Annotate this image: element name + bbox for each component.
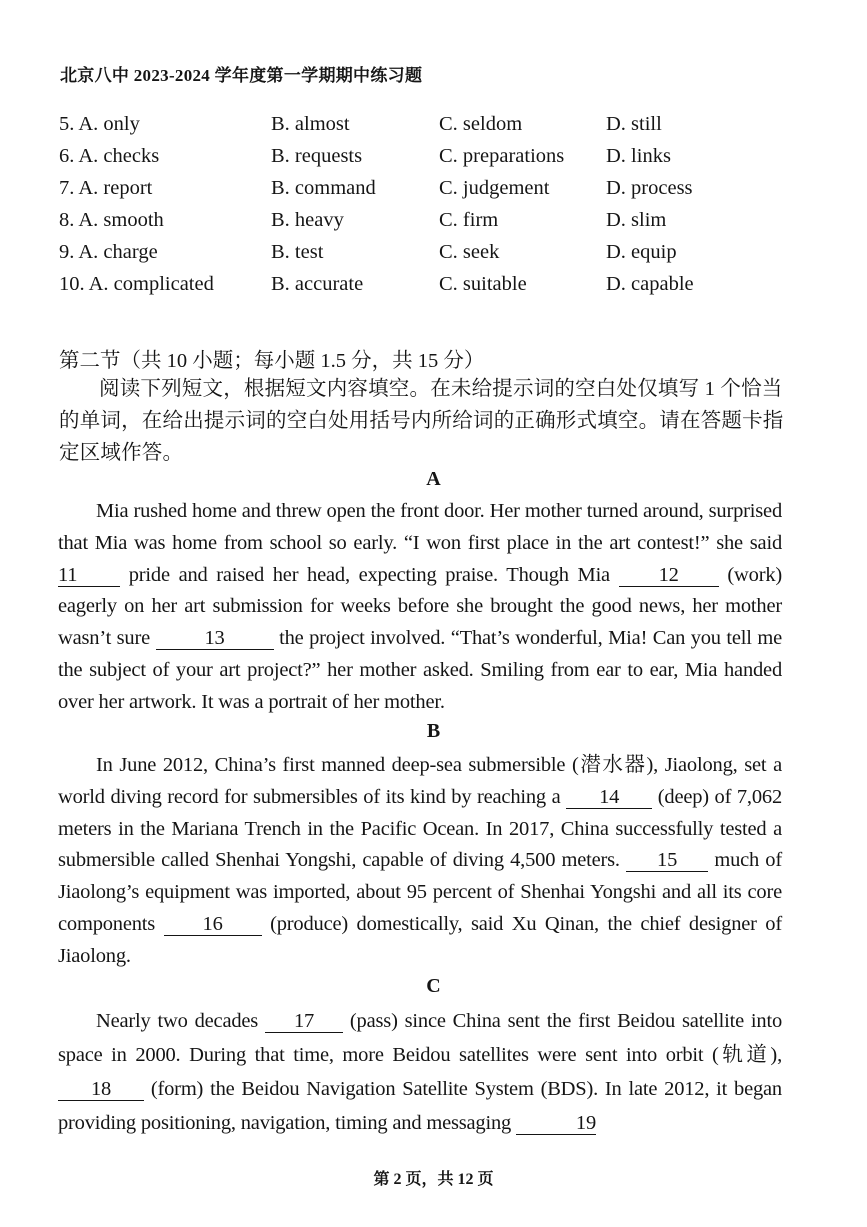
option-c: C. judgement bbox=[439, 177, 550, 199]
option-c: C. suitable bbox=[439, 273, 527, 295]
option-row bbox=[59, 145, 819, 177]
passage-a-label: A bbox=[426, 468, 441, 490]
blank-15[interactable]: 15 bbox=[626, 849, 708, 872]
option-c: C. seldom bbox=[439, 113, 523, 135]
option-b: B. accurate bbox=[271, 273, 364, 295]
option-d: D. still bbox=[606, 113, 662, 135]
option-d: D. links bbox=[606, 145, 671, 167]
options-table bbox=[59, 113, 819, 305]
option-a: 9. A. charge bbox=[59, 241, 158, 263]
option-row bbox=[59, 241, 819, 273]
option-d: D. slim bbox=[606, 209, 667, 231]
blank-11[interactable]: 11 bbox=[58, 564, 120, 587]
option-a: 6. A. checks bbox=[59, 145, 160, 167]
option-row bbox=[59, 209, 819, 241]
passage-text: (deep) of 7,062 meters in the Mariana Trench in the Pacific Ocean. In 2017, China successfully tested a submersible called Shenhai Yongshi, capable of diving 4,500 meters. bbox=[58, 785, 782, 872]
option-a: 10. A. complicated bbox=[59, 273, 214, 295]
section-instruction: 阅读下列短文，根据短文内容填空。在未给提示词的空白处仅填写 1 个恰当的单词，在给出提示词的空白处用括号内所给词的正确形式填空。请在答题卡指定区域作答。 bbox=[59, 378, 784, 464]
option-d: D. process bbox=[606, 177, 693, 199]
passage-text: much of Jiaolong’s equipment was imported, about 95 percent of Shenhai Yongshi and all its core components bbox=[58, 849, 782, 935]
passage-c bbox=[58, 1004, 782, 1140]
blank-12[interactable]: 12 bbox=[619, 564, 719, 587]
option-a: 5. A. only bbox=[59, 113, 140, 135]
option-c: C. firm bbox=[439, 209, 499, 231]
passage-text: Nearly two decades bbox=[96, 1010, 265, 1032]
passage-c-label: C bbox=[426, 975, 441, 997]
exam-header: 北京八中 2023-2024 学年度第一学期期中练习题 bbox=[60, 66, 423, 85]
page-footer: 第 2 页，共 12 页 bbox=[373, 1171, 494, 1188]
option-a: 8. A. smooth bbox=[59, 209, 164, 231]
passage-text: (work) eagerly on her art submission for weeks before she brought the good news, her mother wasn’t sure bbox=[58, 563, 782, 650]
passage-text: (form) the Beidou Navigation Satellite System (BDS). In late 2012, it began providing positioning, navigation, timing and messaging bbox=[58, 1078, 782, 1134]
passage-b bbox=[58, 750, 782, 973]
blank-17[interactable]: 17 bbox=[265, 1010, 343, 1033]
option-b: B. test bbox=[271, 241, 324, 263]
blank-18[interactable]: 18 bbox=[58, 1078, 144, 1101]
passage-text: the project involved. “That’s wonderful, Mia! Can you tell me the subject of your art project?” her mother asked. Smiling from ear to ear, Mia handed over her artwork. It was a portrait of her mother. bbox=[58, 627, 782, 713]
blank-19[interactable]: 19 bbox=[516, 1112, 596, 1135]
passage-a bbox=[58, 496, 782, 719]
blank-14[interactable]: 14 bbox=[566, 786, 652, 809]
passage-b-label: B bbox=[426, 720, 441, 742]
passage-text: pride and raised her head, expecting praise. Though Mia bbox=[120, 563, 619, 586]
passage-text: (pass) since China sent the first Beidou satellite into space in 2000. During that time, more Beidou satellites were sent into orbit (轨道), bbox=[58, 1010, 782, 1066]
option-b: B. heavy bbox=[271, 209, 344, 231]
option-a: 7. A. report bbox=[59, 177, 153, 199]
option-c: C. seek bbox=[439, 241, 500, 263]
blank-13[interactable]: 13 bbox=[156, 627, 274, 650]
option-d: D. capable bbox=[606, 273, 694, 295]
option-b: B. requests bbox=[271, 145, 363, 167]
option-row bbox=[59, 113, 819, 145]
option-d: D. equip bbox=[606, 241, 677, 263]
option-row bbox=[59, 273, 819, 305]
section-title: 第二节（共 10 小题；每小题 1.5 分，共 15 分） bbox=[59, 350, 485, 372]
passage-text: In June 2012, China’s first manned deep-sea submersible (潜水器), Jiaolong, set a world diving record for submersibles of its kind by reaching a bbox=[58, 754, 782, 808]
option-b: B. almost bbox=[271, 113, 350, 135]
option-b: B. command bbox=[271, 177, 376, 199]
passage-text: Mia rushed home and threw open the front door. Her mother turned around, surprised that Mia was home from school so early. “I won first place in the art contest!” she said bbox=[58, 500, 782, 554]
blank-16[interactable]: 16 bbox=[164, 913, 262, 936]
option-c: C. preparations bbox=[439, 145, 565, 167]
passage-text: (produce) domestically, said Xu Qinan, the chief designer of Jiaolong. bbox=[58, 912, 782, 967]
option-row bbox=[59, 177, 819, 209]
